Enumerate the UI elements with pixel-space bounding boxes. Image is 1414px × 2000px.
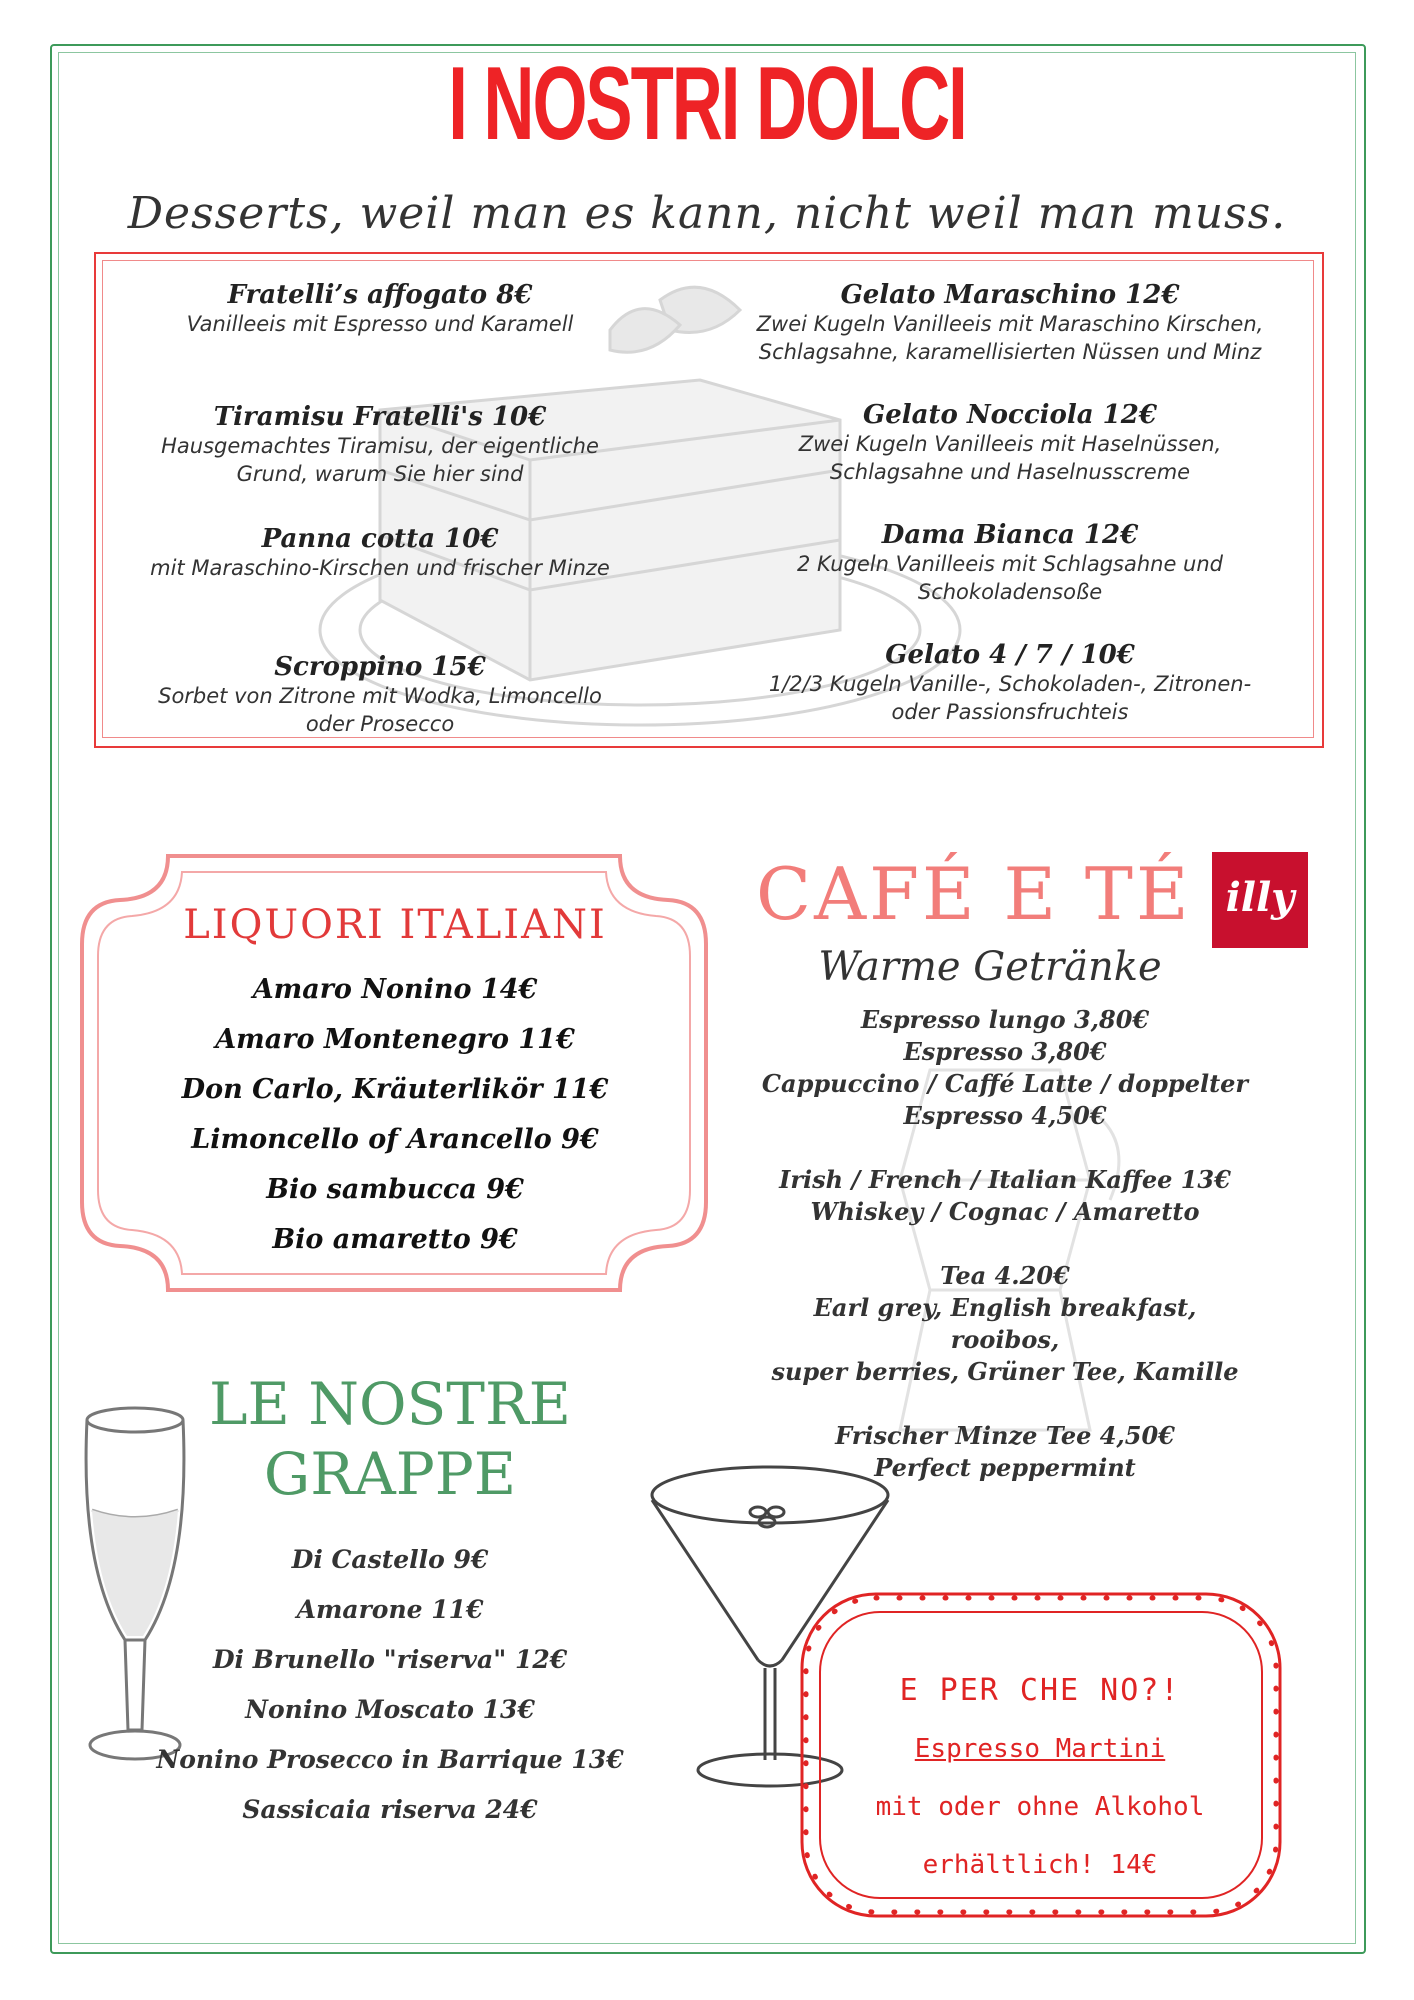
grappe-heading-line: GRAPPE	[263, 1439, 517, 1508]
cafe-line: Espresso 4,50€	[903, 1101, 1107, 1130]
dessert-desc: Grund, warum Sie hier sind	[236, 462, 524, 487]
dessert-item	[700, 640, 1320, 727]
liquori-item: Amaro Nonino 14€	[252, 974, 538, 1005]
dessert-item	[700, 520, 1320, 607]
dessert-desc: Schlagsahne, karamellisierten Nüssen und Minz	[758, 340, 1262, 365]
dessert-name: Fratelli’s affogato 8€	[227, 280, 533, 310]
promo-line: erhältlich! 14€	[922, 1850, 1158, 1880]
dessert-desc: Hausgemachtes Tiramisu, der eigentliche	[161, 434, 599, 458]
promo-text	[840, 1662, 1240, 1894]
cafe-subheading: Warme Getränke	[818, 944, 1162, 990]
liquori-heading: LIQUORI ITALIANI	[183, 902, 607, 948]
grappe-item: Nonino Moscato 13€	[245, 1695, 535, 1724]
illy-logo: illy	[1212, 852, 1308, 948]
liquori-item: Limoncello of Arancello 9€	[191, 1124, 599, 1155]
dessert-desc: Vanilleeis mit Espresso und Karamell	[186, 312, 574, 336]
cafe-line: Irish / French / Italian Kaffee 13€	[779, 1165, 1231, 1194]
promo-heading: E PER CHE NO?!	[899, 1673, 1181, 1708]
grappe-item: Di Brunello "riserva" 12€	[212, 1645, 568, 1674]
grappe-item: Sassicaia riserva 24€	[242, 1795, 538, 1824]
dessert-desc: oder Passionsfruchteis	[891, 700, 1129, 725]
dessert-name: Scroppino 15€	[274, 652, 486, 682]
dessert-desc: Schlagsahne und Haselnusscreme	[829, 460, 1191, 485]
dessert-desc: Schokoladensoße	[917, 580, 1103, 605]
cafe-list	[760, 1004, 1250, 1484]
dessert-desc: Zwei Kugeln Vanilleeis mit Haselnüssen,	[798, 432, 1222, 456]
cafe-line: Earl grey, English breakfast, rooibos,	[813, 1293, 1197, 1354]
dessert-name: Gelato Maraschino 12€	[840, 280, 1180, 310]
cafe-line: Espresso 3,80€	[903, 1037, 1107, 1066]
promo-line: Espresso Martini	[914, 1734, 1166, 1764]
cafe-spacer	[760, 1228, 1250, 1260]
cafe-line: Espresso lungo 3,80€	[860, 1005, 1150, 1034]
cafe-spacer	[760, 1132, 1250, 1164]
cafe-line: Tea 4.20€	[940, 1261, 1070, 1290]
dessert-desc: Zwei Kugeln Vanilleeis mit Maraschino Kirschen,	[756, 312, 1264, 336]
page-subtitle: Desserts, weil man es kann, nicht weil man muss.	[127, 188, 1287, 239]
grappe-heading	[190, 1370, 590, 1509]
grappe-item: Nonino Prosecco in Barrique 13€	[156, 1745, 624, 1774]
cafe-line: Whiskey / Cognac / Amaretto	[810, 1197, 1200, 1226]
dessert-name: Panna cotta 10€	[261, 524, 499, 554]
page-title: I NOSTRI DOLCI	[448, 46, 966, 162]
promo-line: mit oder ohne Alkohol	[875, 1792, 1205, 1822]
dessert-name: Dama Bianca 12€	[881, 520, 1139, 550]
dessert-name: Tiramisu Fratelli's 10€	[213, 402, 547, 432]
liquori-item: Amaro Montenegro 11€	[215, 1024, 575, 1055]
dessert-item	[110, 280, 650, 338]
dessert-item	[700, 280, 1320, 367]
liquori-item: Bio amaretto 9€	[272, 1224, 518, 1255]
dessert-desc: Sorbet von Zitrone mit Wodka, Limoncello	[158, 684, 602, 708]
grappe-list	[150, 1535, 630, 1835]
dessert-desc: oder Prosecco	[305, 712, 455, 737]
dessert-desc: 2 Kugeln Vanilleeis mit Schlagsahne und	[796, 552, 1223, 576]
dessert-desc: mit Maraschino-Kirschen und frischer Minze	[150, 556, 610, 580]
dessert-desc: 1/2/3 Kugeln Vanille-, Schokoladen-, Zitronen-	[768, 672, 1252, 696]
cafe-line: Frischer Minze Tee 4,50€	[835, 1421, 1175, 1450]
liquori-item: Bio sambucca 9€	[266, 1174, 524, 1205]
dessert-item	[700, 400, 1320, 487]
cafe-heading: CAFÉ E TÉ	[756, 852, 1192, 936]
dessert-name: Gelato 4 / 7 / 10€	[885, 640, 1135, 670]
dessert-item	[110, 652, 650, 739]
dessert-item	[110, 402, 650, 489]
cafe-line: super berries, Grüner Tee, Kamille	[771, 1357, 1239, 1386]
cafe-spacer	[760, 1388, 1250, 1420]
liquori-list	[110, 965, 680, 1265]
grappe-item: Di Castello 9€	[291, 1545, 489, 1574]
cafe-line: Perfect peppermint	[874, 1453, 1136, 1482]
grappe-heading-line: LE NOSTRE	[208, 1370, 572, 1438]
dessert-name: Gelato Nocciola 12€	[863, 400, 1157, 430]
grappe-item: Amarone 11€	[296, 1595, 484, 1624]
cafe-line: Cappuccino / Caffé Latte / doppelter	[761, 1069, 1249, 1098]
liquori-item: Don Carlo, Kräuterlikör 11€	[181, 1074, 609, 1105]
dessert-item	[110, 524, 650, 582]
